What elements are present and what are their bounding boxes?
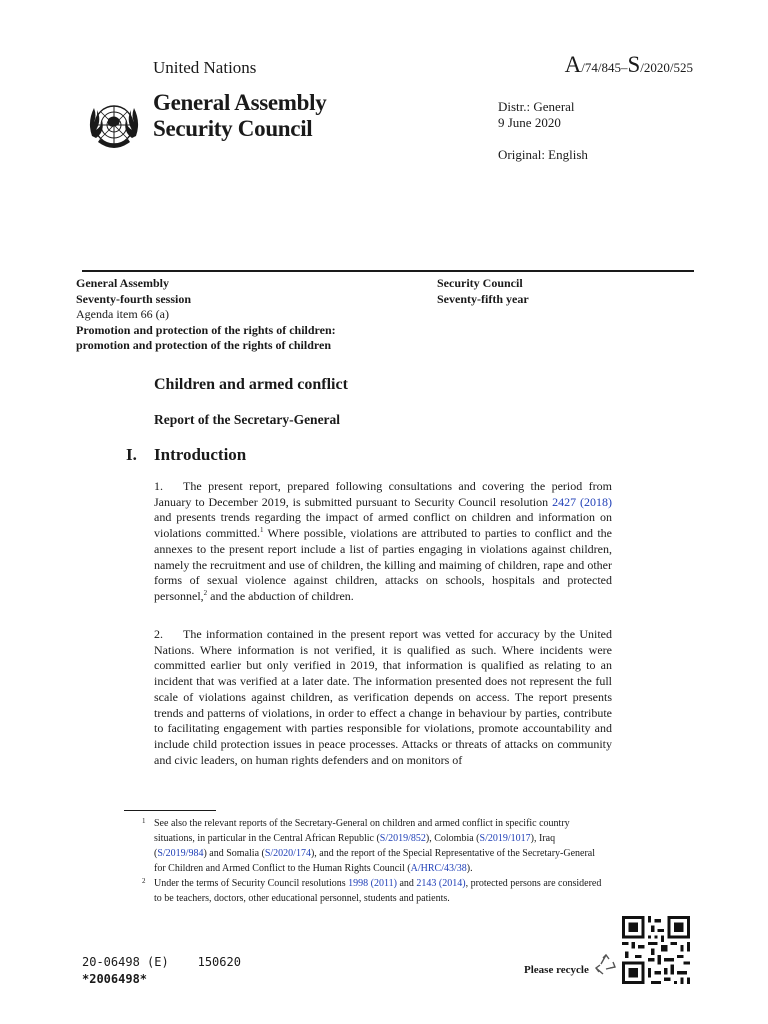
agenda-item: Agenda item 66 (a) xyxy=(76,307,169,321)
footnote-1-text-c: ), Iraq ( xyxy=(154,833,556,859)
paragraph-2-text: The information contained in the present report was vetted for accuracy by the United Nations. Where information is not verified, it is qualified as such. Where incidents were committed earlier but only verified in 2019, that information is qualified as relating to an incident that was verified at a later date. The information presented does not represent the full scale of violations against children, as verification depends on access. The report presents trends and patterns of violations, in order to effect a change in behaviour by parties, contribute to facilitating engagement with parties responsible for violations, promote accountability and include child protection issues in peace processes. Attacks or threats of attacks on community and civic leaders, on human rights defenders and on monitors of xyxy=(154,627,612,767)
document-symbol xyxy=(565,52,693,78)
symbol-sc-number: /2020/525 xyxy=(640,60,693,75)
footnotes xyxy=(142,816,608,906)
agenda-left xyxy=(76,276,336,354)
paragraph-1-text-c: Where possible, violations are attributed to parties to conflict and the annexes to the present report include a list of parties engaging in violations against children, namely the recruitment and use of children, the killing and maiming of children, rape and other forms of sexual violence against children, attacks on schools, hospitals and protected personnel, xyxy=(154,526,612,603)
symbol-ga-letter: A xyxy=(564,52,582,77)
resolution-2427-link[interactable]: 2427 (2018) xyxy=(552,494,612,509)
paragraph-2-number: 2. xyxy=(154,627,163,641)
footnote-2-mark: 2 xyxy=(142,877,146,885)
footnote-1 xyxy=(142,816,608,876)
footnote-1-text-f: ). xyxy=(466,863,473,874)
footnote-1-text-d: ) and Somalia ( xyxy=(203,848,265,859)
distribution-label: Distr.: General xyxy=(498,99,575,114)
footnote-2-text-c: , protected persons are considered to be teachers, doctors, other educational personnel, students and patients. xyxy=(154,878,602,904)
qr-code-icon xyxy=(622,916,690,984)
report-subtitle: Report of the Secretary-General xyxy=(154,412,341,427)
barcode-text: *2006498* xyxy=(82,972,148,986)
paragraph-1 xyxy=(154,479,612,605)
agenda-left-organ: General Assembly xyxy=(76,276,169,290)
job-number: 20-06498 (E) 150620 xyxy=(82,955,241,969)
agenda-right-organ: Security Council xyxy=(437,276,523,290)
link-s-2019-852[interactable]: S/2019/852 xyxy=(379,833,426,844)
agenda-topic-line2: promotion and protection of the rights of children xyxy=(76,338,332,352)
agenda-year: Seventy-fifth year xyxy=(437,291,529,306)
original-language: Original: English xyxy=(498,147,588,162)
paragraph-1-number: 1. xyxy=(154,479,163,493)
distribution-block xyxy=(498,99,575,131)
footnote-2 xyxy=(142,876,608,906)
footnote-ref-2[interactable]: 2 xyxy=(203,588,208,597)
footnote-1-mark: 1 xyxy=(142,817,146,825)
link-s-2019-1017[interactable]: S/2019/1017 xyxy=(479,833,531,844)
agenda-session: Seventy-fourth session xyxy=(76,291,192,306)
section-title: Introduction xyxy=(154,445,247,464)
issue-date: 9 June 2020 xyxy=(498,115,561,130)
footnote-1-text-b: ), Colombia ( xyxy=(425,833,480,844)
paragraph-1-text-d: and the abduction of children. xyxy=(207,588,354,603)
organ-title xyxy=(153,90,326,142)
recycle-label: Please recycle xyxy=(524,964,589,976)
paragraph-1-text-b: and presents trends regarding the impact of armed conflict on children and information on violations committed. xyxy=(154,510,612,541)
paragraph-1-text-a: The present report, prepared following consultations and covering the period from January to December 2019, is submitted pursuant to Security Council resolution xyxy=(154,479,612,509)
link-s-2019-984[interactable]: S/2019/984 xyxy=(157,848,204,859)
footnote-divider xyxy=(124,810,216,811)
footnote-1-text-a: See also the relevant reports of the Secretary-General on children and armed conflict in specific country situations, in particular in the Central African Republic ( xyxy=(154,818,570,844)
report-title: Children and armed conflict xyxy=(154,376,348,393)
link-resolution-2143[interactable]: 2143 (2014) xyxy=(416,878,466,889)
organization-name: United Nations xyxy=(153,58,257,77)
agenda-topic-line1: Promotion and protection of the rights of children: xyxy=(76,322,336,337)
footnote-1-text-e: ), and the report of the Special Representative of the Secretary-General for Children and Armed Conflict to the Human Rights Council ( xyxy=(154,848,596,874)
paragraph-2 xyxy=(154,627,612,768)
organ-title-line2: Security Council xyxy=(153,116,313,141)
footnote-2-text-a: Under the terms of Security Council resolutions xyxy=(154,878,349,889)
footnote-ref-1[interactable]: 1 xyxy=(259,526,264,535)
link-s-2020-174[interactable]: S/2020/174 xyxy=(264,848,311,859)
link-a-hrc-43-38[interactable]: A/HRC/43/38 xyxy=(410,863,467,874)
agenda-right xyxy=(437,276,529,307)
footnote-2-text-b: and xyxy=(396,878,417,889)
organ-title-line1: General Assembly xyxy=(153,90,327,115)
section-number: I. xyxy=(126,445,137,464)
symbol-sc-letter: S xyxy=(627,52,641,77)
recycle-icon xyxy=(594,953,618,977)
un-emblem-icon xyxy=(80,92,148,160)
header-divider xyxy=(82,270,694,272)
symbol-ga-number: /74/845– xyxy=(581,60,628,75)
link-resolution-1998[interactable]: 1998 (2011) xyxy=(348,878,397,889)
